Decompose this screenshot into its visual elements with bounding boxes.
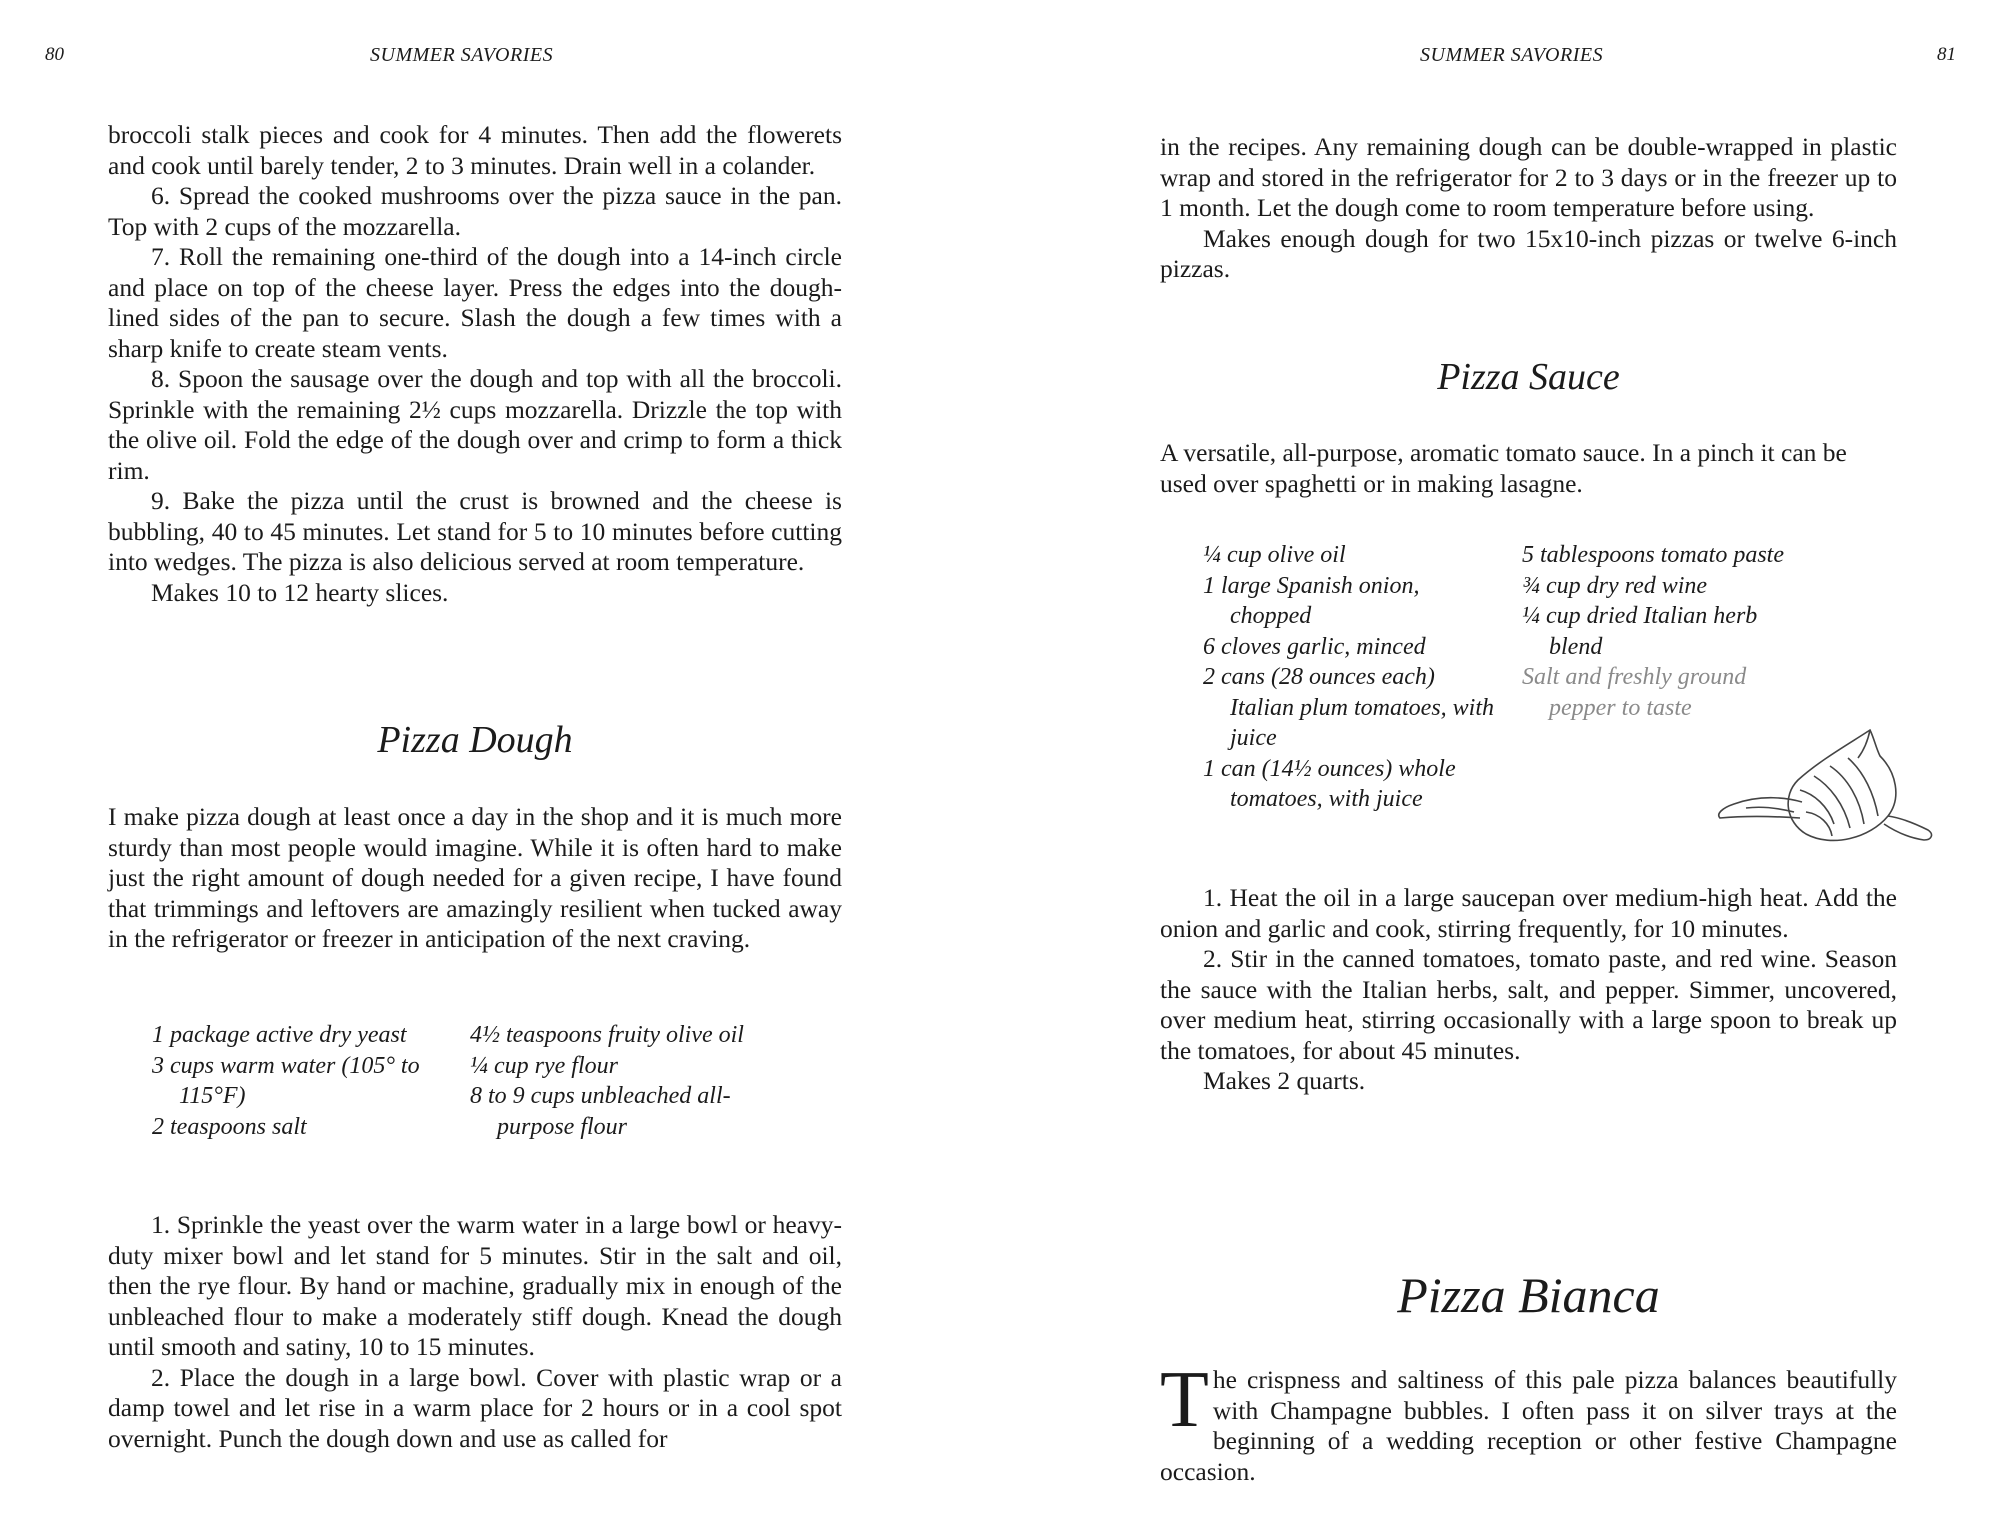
ingredient-list xyxy=(1203,540,1498,815)
ingredient: 4½ teaspoons fruity olive oil xyxy=(470,1022,744,1048)
step: 1. Heat the oil in a large saucepan over medium-high heat. Add the onion and garlic and cook, stirring frequently, for 10 minutes. xyxy=(1160,883,1897,943)
ingredient: ¼ cup dried Italian herb blend xyxy=(1522,603,1758,660)
paragraph: he crispness and saltiness of this pale pizza balances beautifully with Champagne bubbles. I often pass it on silver trays at the beginning of a wedding reception or other festive Champagne occasion. xyxy=(1160,1365,1897,1486)
ingredient: 2 teaspoons salt xyxy=(152,1113,307,1140)
garlic-bulb-illustration xyxy=(1702,720,1942,860)
paragraph: 9. Bake the pizza until the crust is browned and the cheese is bubbling, 40 to 45 minutes. Let stand for 5 to 10 minutes before cutting into wedges. The pizza is also delicious served at room temperature. xyxy=(108,486,842,576)
ingredient: 2 cans (28 ounces each) Italian plum tomatoes, with juice xyxy=(1203,664,1494,751)
recipe-intro xyxy=(108,802,842,955)
ingredient: 1 large Spanish onion, chopped xyxy=(1203,572,1420,629)
yield-line: Makes enough dough for two 15x10-inch pizzas or twelve 6-inch pizzas. xyxy=(1160,223,1897,283)
recipe-steps xyxy=(108,1210,842,1454)
ingredient-list xyxy=(470,1020,750,1142)
recipe-intro xyxy=(1160,1356,1897,1487)
step: 2. Place the dough in a large bowl. Cover with plastic wrap or a damp towel and let rise in a warm place for 2 hours or in a cool spot overnight. Punch the dough down and use as called for xyxy=(108,1362,842,1453)
ingredient: 5 tablespoons tomato paste xyxy=(1522,542,1784,568)
recipe-title: Pizza Bianca xyxy=(1397,1267,1660,1323)
paragraph: 6. Spread the cooked mushrooms over the pizza sauce in the pan. Top with 2 cups of the mozzarella. xyxy=(108,181,842,241)
paragraph: 7. Roll the remaining one-third of the dough into a 14-inch circle and place on top of the cheese layer. Press the edges into the dough-lined sides of the pan to secure. Slash the dough a few times with a sharp knife to create steam vents. xyxy=(108,242,842,363)
yield-line: Makes 2 quarts. xyxy=(1203,1066,1366,1095)
recipe-title: Pizza Sauce xyxy=(1437,356,1620,398)
ingredient: 8 to 9 cups unbleached all-purpose flour xyxy=(470,1083,731,1140)
ingredient: Salt and freshly ground pepper to taste xyxy=(1522,664,1747,721)
ingredient: 1 package active dry yeast xyxy=(152,1022,407,1048)
continued-text xyxy=(108,120,842,608)
step: 2. Stir in the canned tomatoes, tomato paste, and red wine. Season the sauce with the Italian herbs, salt, and pepper. Simmer, uncovered, over medium heat, stirring occasionally with a large spoon to break up the tomatoes, for about 45 minutes. xyxy=(1160,944,1897,1065)
ingredient-list xyxy=(1522,540,1792,723)
drop-cap: T xyxy=(1160,1356,1209,1444)
ingredient: ¼ cup olive oil xyxy=(1203,542,1346,568)
paragraph: A versatile, all-purpose, aromatic tomato sauce. In a pinch it can be used over spaghetti or in making lasagne. xyxy=(1160,438,1847,498)
yield-line: Makes 10 to 12 hearty slices. xyxy=(151,577,449,607)
running-head: SUMMER SAVORIES xyxy=(370,44,554,66)
paragraph: in the recipes. Any remaining dough can be double-wrapped in plastic wrap and stored in the refrigerator for 2 to 3 days or in the freezer up to 1 month. Let the dough come to room temperature before using. xyxy=(1160,132,1897,222)
paragraph: broccoli stalk pieces and cook for 4 minutes. Then add the flowerets and cook until barely tender, 2 to 3 minutes. Drain well in a colander. xyxy=(108,120,842,180)
ingredient-list xyxy=(152,1020,452,1142)
page-number: 81 xyxy=(1937,44,1956,65)
continued-text xyxy=(1160,132,1897,285)
ingredient: 1 can (14½ ounces) whole tomatoes, with juice xyxy=(1203,755,1456,812)
right-page xyxy=(1000,0,2000,1518)
paragraph: 8. Spoon the sausage over the dough and top with all the broccoli. Sprinkle with the remaining 2½ cups mozzarella. Drizzle the top with the olive oil. Fold the edge of the dough over and crimp to form a thick rim. xyxy=(108,364,842,485)
recipe-title: Pizza Dough xyxy=(377,719,573,761)
recipe-steps xyxy=(1160,883,1897,1097)
ingredient: ¾ cup dry red wine xyxy=(1522,572,1708,599)
paragraph: I make pizza dough at least once a day in the shop and it is much more sturdy than most people would imagine. While it is often hard to make just the right amount of dough needed for a given recipe, I have found that trimmings and leftovers are amazingly resilient when tucked away in the refrigerator or freezer in anticipation of the next craving. xyxy=(108,802,842,953)
page-number: 80 xyxy=(45,44,64,65)
ingredient: 3 cups warm water (105° to 115°F) xyxy=(152,1052,420,1109)
ingredient: 6 cloves garlic, minced xyxy=(1203,633,1426,660)
ingredient: ¼ cup rye flour xyxy=(470,1052,618,1079)
step: 1. Sprinkle the yeast over the warm water in a large bowl or heavy-duty mixer bowl and let stand for 5 minutes. Stir in the salt and oil, then the rye flour. By hand or machine, gradually mix in enough of the unbleached flour to make a moderately stiff dough. Knead the dough until smooth and satiny, 10 to 15 minutes. xyxy=(108,1210,842,1361)
recipe-intro xyxy=(1160,438,1897,499)
running-head: SUMMER SAVORIES xyxy=(1420,44,1604,66)
